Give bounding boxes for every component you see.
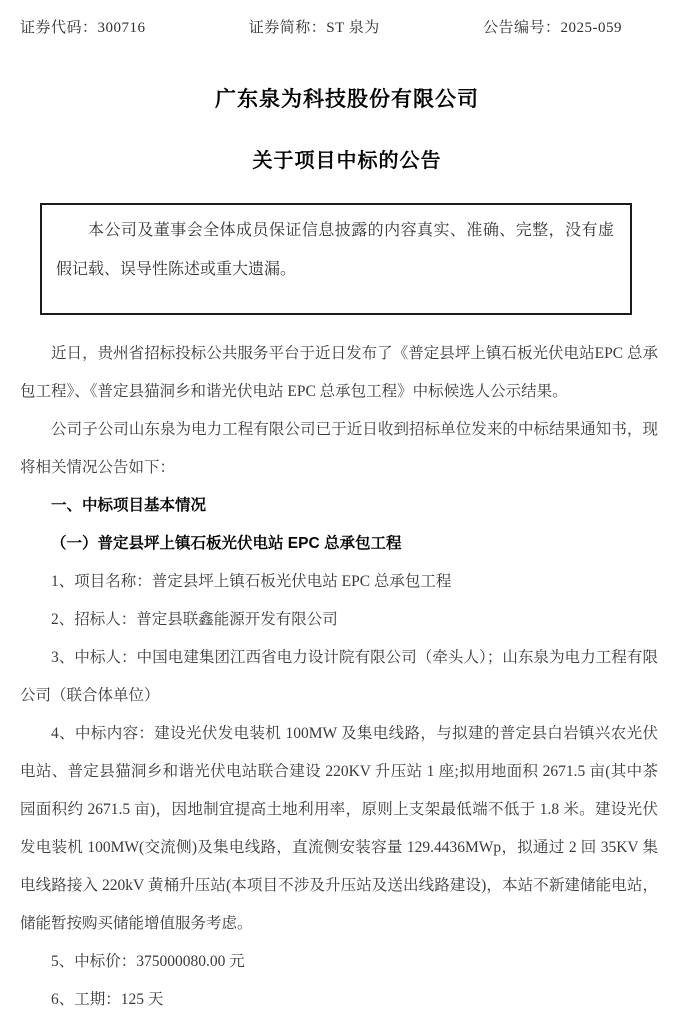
- intro-paragraph-1: 近日，贵州省招标投标公共服务平台于近日发布了《普定县坪上镇石板光伏电站EPC 总承包工程》、《普定县猫洞乡和谐光伏电站 EPC 总承包工程》中标候选人公示结果。: [20, 345, 658, 400]
- item-bid-content: 4、中标内容：建设光伏发电装机 100MW 及集电线路，与拟建的普定县白岩镇兴农光伏电站、普定县猫洞乡和谐光伏电站联合建设 220KV 升压站 1 座;拟用地面积 2671.5 亩(其中茶园面积约 2671.5 亩)，因地制宜提高土地利用率，原则上支架最低端不低于 1.8 米。建设光伏发电装机 100MW(交流侧)及集电线路，直流侧安装容量 129.4436MWp，拟通过 2 回 35KV 集电线路接入 220kV 黄桶升压站(本项目不涉及升压站及送出线路建设)，本站不新建储能电站，储能暂按购买储能增值服务考虑。: [20, 725, 658, 932]
- item-tenderee: 2、招标人：普定县联鑫能源开发有限公司: [51, 611, 338, 628]
- item-winning-bidder: 3、中标人：中国电建集团江西省电力设计院有限公司（牵头人）；山东泉为电力工程有限公司（联合体单位）: [20, 649, 658, 704]
- stock-code-label: 证券代码：300716: [20, 20, 146, 36]
- disclaimer-box: [40, 203, 632, 315]
- doc-body: [20, 335, 658, 1019]
- section-1-heading: 一、中标项目基本情况: [51, 497, 207, 514]
- announcement-title: 关于项目中标的公告: [252, 150, 442, 172]
- company-name-title: 广东泉为科技股份有限公司: [215, 88, 479, 111]
- item-construction-period: 6、工期：125 天: [51, 991, 164, 1008]
- item-project-name: 1、项目名称：普定县坪上镇石板光伏电站 EPC 总承包工程: [51, 573, 452, 590]
- announcement-number-label: 公告编号：2025-059: [482, 20, 622, 36]
- stock-abbr-label: 证券简称：ST 泉为: [248, 20, 380, 36]
- subsection-1-heading: （一）普定县坪上镇石板光伏电站 EPC 总承包工程: [51, 535, 402, 552]
- intro-paragraph-2: 公司子公司山东泉为电力工程有限公司已于近日收到招标单位发来的中标结果通知书，现将相关情况公告如下：: [20, 421, 658, 476]
- doc-header: [0, 0, 694, 37]
- item-bid-price: 5、中标价：375000080.00 元: [51, 953, 245, 970]
- disclaimer-text: 本公司及董事会全体成员保证信息披露的内容真实、准确、完整，没有虚假记载、误导性陈述或重大遗漏。: [56, 222, 614, 278]
